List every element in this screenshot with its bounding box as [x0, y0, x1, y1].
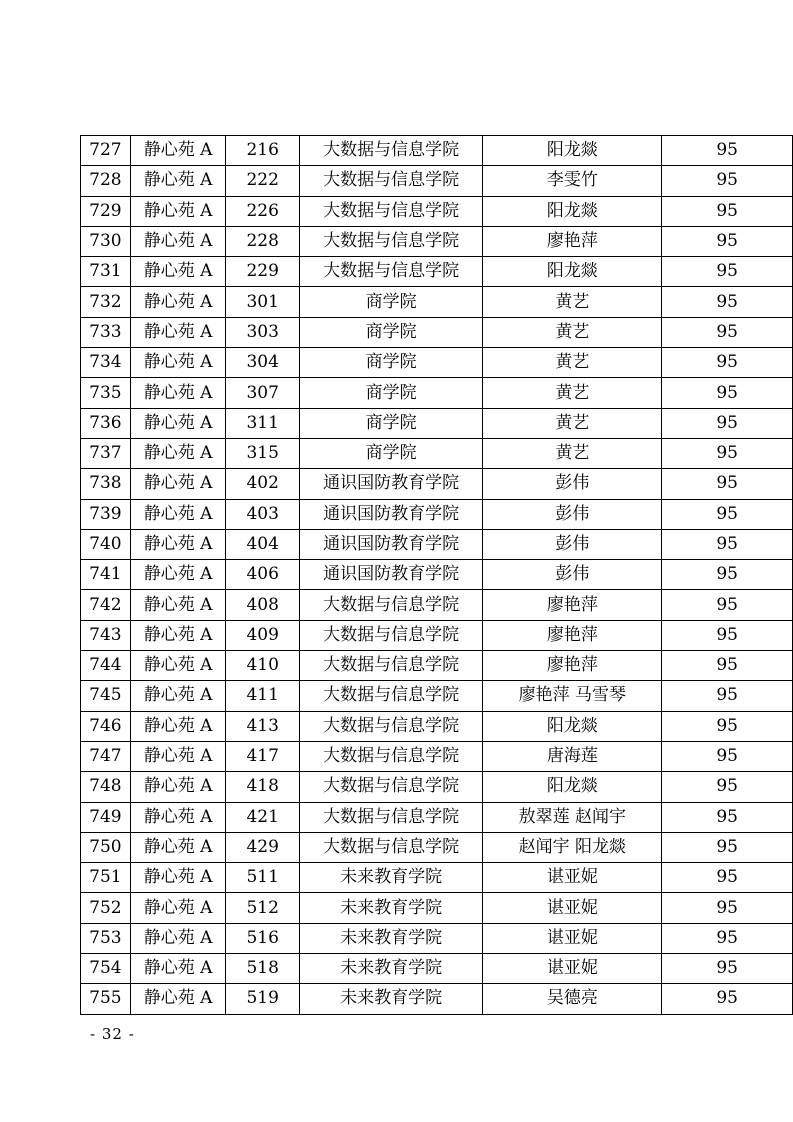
dormitory-score-table	[80, 135, 793, 1015]
counselor-cell: 阳龙燚	[483, 711, 662, 741]
counselor-cell: 廖艳萍	[483, 620, 662, 650]
table-row	[81, 408, 793, 438]
score-cell: 95	[662, 741, 793, 771]
building-cell: 静心苑 A	[130, 529, 226, 559]
building-cell: 静心苑 A	[130, 348, 226, 378]
building-cell: 静心苑 A	[130, 196, 226, 226]
college-cell: 未来教育学院	[299, 954, 482, 984]
counselor-cell: 廖艳萍	[483, 590, 662, 620]
building-cell: 静心苑 A	[130, 681, 226, 711]
counselor-cell: 彭伟	[483, 560, 662, 590]
college-cell: 商学院	[299, 378, 482, 408]
row-number: 742	[81, 590, 131, 620]
score-cell: 95	[662, 469, 793, 499]
counselor-cell: 彭伟	[483, 499, 662, 529]
row-number: 732	[81, 287, 131, 317]
building-cell: 静心苑 A	[130, 651, 226, 681]
score-cell: 95	[662, 348, 793, 378]
building-cell: 静心苑 A	[130, 802, 226, 832]
table-row	[81, 529, 793, 559]
row-number: 754	[81, 954, 131, 984]
table-row	[81, 711, 793, 741]
college-cell: 大数据与信息学院	[299, 711, 482, 741]
table-row	[81, 438, 793, 468]
table-row	[81, 499, 793, 529]
building-cell: 静心苑 A	[130, 772, 226, 802]
college-cell: 未来教育学院	[299, 984, 482, 1014]
college-cell: 大数据与信息学院	[299, 136, 482, 166]
room-cell: 403	[226, 499, 299, 529]
room-cell: 228	[226, 226, 299, 256]
room-cell: 408	[226, 590, 299, 620]
counselor-cell: 李雯竹	[483, 166, 662, 196]
score-cell: 95	[662, 499, 793, 529]
score-cell: 95	[662, 196, 793, 226]
building-cell: 静心苑 A	[130, 711, 226, 741]
table-row	[81, 226, 793, 256]
score-cell: 95	[662, 408, 793, 438]
counselor-cell: 黄艺	[483, 287, 662, 317]
score-cell: 95	[662, 772, 793, 802]
counselor-cell: 谌亚妮	[483, 893, 662, 923]
table-row	[81, 620, 793, 650]
room-cell: 222	[226, 166, 299, 196]
building-cell: 静心苑 A	[130, 136, 226, 166]
room-cell: 303	[226, 317, 299, 347]
table-row	[81, 166, 793, 196]
building-cell: 静心苑 A	[130, 499, 226, 529]
table-row	[81, 651, 793, 681]
score-cell: 95	[662, 166, 793, 196]
table-row	[81, 196, 793, 226]
counselor-cell: 赵闻宇 阳龙燚	[483, 832, 662, 862]
room-cell: 307	[226, 378, 299, 408]
counselor-cell: 黄艺	[483, 378, 662, 408]
row-number: 747	[81, 741, 131, 771]
row-number: 751	[81, 863, 131, 893]
college-cell: 通识国防教育学院	[299, 560, 482, 590]
counselor-cell: 黄艺	[483, 438, 662, 468]
row-number: 744	[81, 651, 131, 681]
table-row	[81, 469, 793, 499]
building-cell: 静心苑 A	[130, 741, 226, 771]
table-body	[81, 136, 793, 1015]
score-cell: 95	[662, 651, 793, 681]
table-row	[81, 560, 793, 590]
score-cell: 95	[662, 317, 793, 347]
college-cell: 商学院	[299, 438, 482, 468]
score-cell: 95	[662, 893, 793, 923]
room-cell: 519	[226, 984, 299, 1014]
building-cell: 静心苑 A	[130, 832, 226, 862]
building-cell: 静心苑 A	[130, 257, 226, 287]
score-cell: 95	[662, 711, 793, 741]
college-cell: 大数据与信息学院	[299, 257, 482, 287]
row-number: 740	[81, 529, 131, 559]
score-cell: 95	[662, 257, 793, 287]
room-cell: 518	[226, 954, 299, 984]
page-number: - 32 -	[90, 1025, 135, 1043]
table-row	[81, 832, 793, 862]
college-cell: 通识国防教育学院	[299, 499, 482, 529]
college-cell: 大数据与信息学院	[299, 620, 482, 650]
row-number: 737	[81, 438, 131, 468]
room-cell: 410	[226, 651, 299, 681]
counselor-cell: 廖艳萍	[483, 651, 662, 681]
counselor-cell: 吴德亮	[483, 984, 662, 1014]
college-cell: 大数据与信息学院	[299, 772, 482, 802]
room-cell: 226	[226, 196, 299, 226]
counselor-cell: 黄艺	[483, 348, 662, 378]
score-cell: 95	[662, 378, 793, 408]
counselor-cell: 敖翠莲 赵闻宇	[483, 802, 662, 832]
college-cell: 大数据与信息学院	[299, 832, 482, 862]
table-row	[81, 257, 793, 287]
table-row	[81, 317, 793, 347]
counselor-cell: 黄艺	[483, 317, 662, 347]
table-row	[81, 984, 793, 1014]
college-cell: 大数据与信息学院	[299, 802, 482, 832]
room-cell: 301	[226, 287, 299, 317]
room-cell: 311	[226, 408, 299, 438]
college-cell: 大数据与信息学院	[299, 741, 482, 771]
room-cell: 516	[226, 923, 299, 953]
room-cell: 511	[226, 863, 299, 893]
room-cell: 411	[226, 681, 299, 711]
college-cell: 未来教育学院	[299, 893, 482, 923]
table-row	[81, 590, 793, 620]
building-cell: 静心苑 A	[130, 226, 226, 256]
college-cell: 商学院	[299, 408, 482, 438]
college-cell: 通识国防教育学院	[299, 529, 482, 559]
building-cell: 静心苑 A	[130, 469, 226, 499]
college-cell: 未来教育学院	[299, 923, 482, 953]
table-row	[81, 378, 793, 408]
row-number: 743	[81, 620, 131, 650]
building-cell: 静心苑 A	[130, 863, 226, 893]
building-cell: 静心苑 A	[130, 560, 226, 590]
counselor-cell: 谌亚妮	[483, 863, 662, 893]
counselor-cell: 谌亚妮	[483, 923, 662, 953]
row-number: 728	[81, 166, 131, 196]
table-row	[81, 136, 793, 166]
row-number: 735	[81, 378, 131, 408]
college-cell: 商学院	[299, 317, 482, 347]
row-number: 745	[81, 681, 131, 711]
row-number: 731	[81, 257, 131, 287]
room-cell: 417	[226, 741, 299, 771]
score-cell: 95	[662, 287, 793, 317]
score-cell: 95	[662, 529, 793, 559]
row-number: 755	[81, 984, 131, 1014]
room-cell: 404	[226, 529, 299, 559]
score-cell: 95	[662, 832, 793, 862]
table-row	[81, 348, 793, 378]
row-number: 730	[81, 226, 131, 256]
counselor-cell: 阳龙燚	[483, 772, 662, 802]
room-cell: 402	[226, 469, 299, 499]
score-cell: 95	[662, 560, 793, 590]
row-number: 753	[81, 923, 131, 953]
building-cell: 静心苑 A	[130, 378, 226, 408]
row-number: 752	[81, 893, 131, 923]
score-cell: 95	[662, 863, 793, 893]
table-row	[81, 863, 793, 893]
score-cell: 95	[662, 590, 793, 620]
score-cell: 95	[662, 620, 793, 650]
room-cell: 421	[226, 802, 299, 832]
counselor-cell: 廖艳萍 马雪琴	[483, 681, 662, 711]
building-cell: 静心苑 A	[130, 984, 226, 1014]
score-cell: 95	[662, 438, 793, 468]
building-cell: 静心苑 A	[130, 317, 226, 347]
building-cell: 静心苑 A	[130, 893, 226, 923]
counselor-cell: 廖艳萍	[483, 226, 662, 256]
room-cell: 418	[226, 772, 299, 802]
row-number: 734	[81, 348, 131, 378]
row-number: 736	[81, 408, 131, 438]
counselor-cell: 黄艺	[483, 408, 662, 438]
building-cell: 静心苑 A	[130, 590, 226, 620]
room-cell: 216	[226, 136, 299, 166]
college-cell: 大数据与信息学院	[299, 166, 482, 196]
score-cell: 95	[662, 226, 793, 256]
room-cell: 429	[226, 832, 299, 862]
table-row	[81, 772, 793, 802]
score-cell: 95	[662, 681, 793, 711]
room-cell: 304	[226, 348, 299, 378]
college-cell: 商学院	[299, 287, 482, 317]
counselor-cell: 阳龙燚	[483, 196, 662, 226]
building-cell: 静心苑 A	[130, 923, 226, 953]
table-row	[81, 954, 793, 984]
college-cell: 大数据与信息学院	[299, 651, 482, 681]
row-number: 739	[81, 499, 131, 529]
counselor-cell: 阳龙燚	[483, 136, 662, 166]
score-cell: 95	[662, 923, 793, 953]
score-cell: 95	[662, 954, 793, 984]
row-number: 727	[81, 136, 131, 166]
row-number: 746	[81, 711, 131, 741]
building-cell: 静心苑 A	[130, 408, 226, 438]
table-row	[81, 681, 793, 711]
room-cell: 409	[226, 620, 299, 650]
table-row	[81, 893, 793, 923]
room-cell: 315	[226, 438, 299, 468]
building-cell: 静心苑 A	[130, 287, 226, 317]
college-cell: 大数据与信息学院	[299, 196, 482, 226]
counselor-cell: 彭伟	[483, 529, 662, 559]
row-number: 729	[81, 196, 131, 226]
room-cell: 406	[226, 560, 299, 590]
college-cell: 大数据与信息学院	[299, 590, 482, 620]
room-cell: 229	[226, 257, 299, 287]
row-number: 733	[81, 317, 131, 347]
building-cell: 静心苑 A	[130, 438, 226, 468]
row-number: 749	[81, 802, 131, 832]
score-cell: 95	[662, 136, 793, 166]
building-cell: 静心苑 A	[130, 620, 226, 650]
room-cell: 512	[226, 893, 299, 923]
counselor-cell: 阳龙燚	[483, 257, 662, 287]
table-row	[81, 741, 793, 771]
row-number: 738	[81, 469, 131, 499]
score-cell: 95	[662, 802, 793, 832]
college-cell: 大数据与信息学院	[299, 226, 482, 256]
college-cell: 未来教育学院	[299, 863, 482, 893]
table-row	[81, 287, 793, 317]
table-row	[81, 923, 793, 953]
college-cell: 通识国防教育学院	[299, 469, 482, 499]
row-number: 750	[81, 832, 131, 862]
score-cell: 95	[662, 984, 793, 1014]
row-number: 741	[81, 560, 131, 590]
building-cell: 静心苑 A	[130, 166, 226, 196]
college-cell: 商学院	[299, 348, 482, 378]
counselor-cell: 彭伟	[483, 469, 662, 499]
building-cell: 静心苑 A	[130, 954, 226, 984]
college-cell: 大数据与信息学院	[299, 681, 482, 711]
counselor-cell: 唐海莲	[483, 741, 662, 771]
counselor-cell: 谌亚妮	[483, 954, 662, 984]
table-row	[81, 802, 793, 832]
room-cell: 413	[226, 711, 299, 741]
row-number: 748	[81, 772, 131, 802]
